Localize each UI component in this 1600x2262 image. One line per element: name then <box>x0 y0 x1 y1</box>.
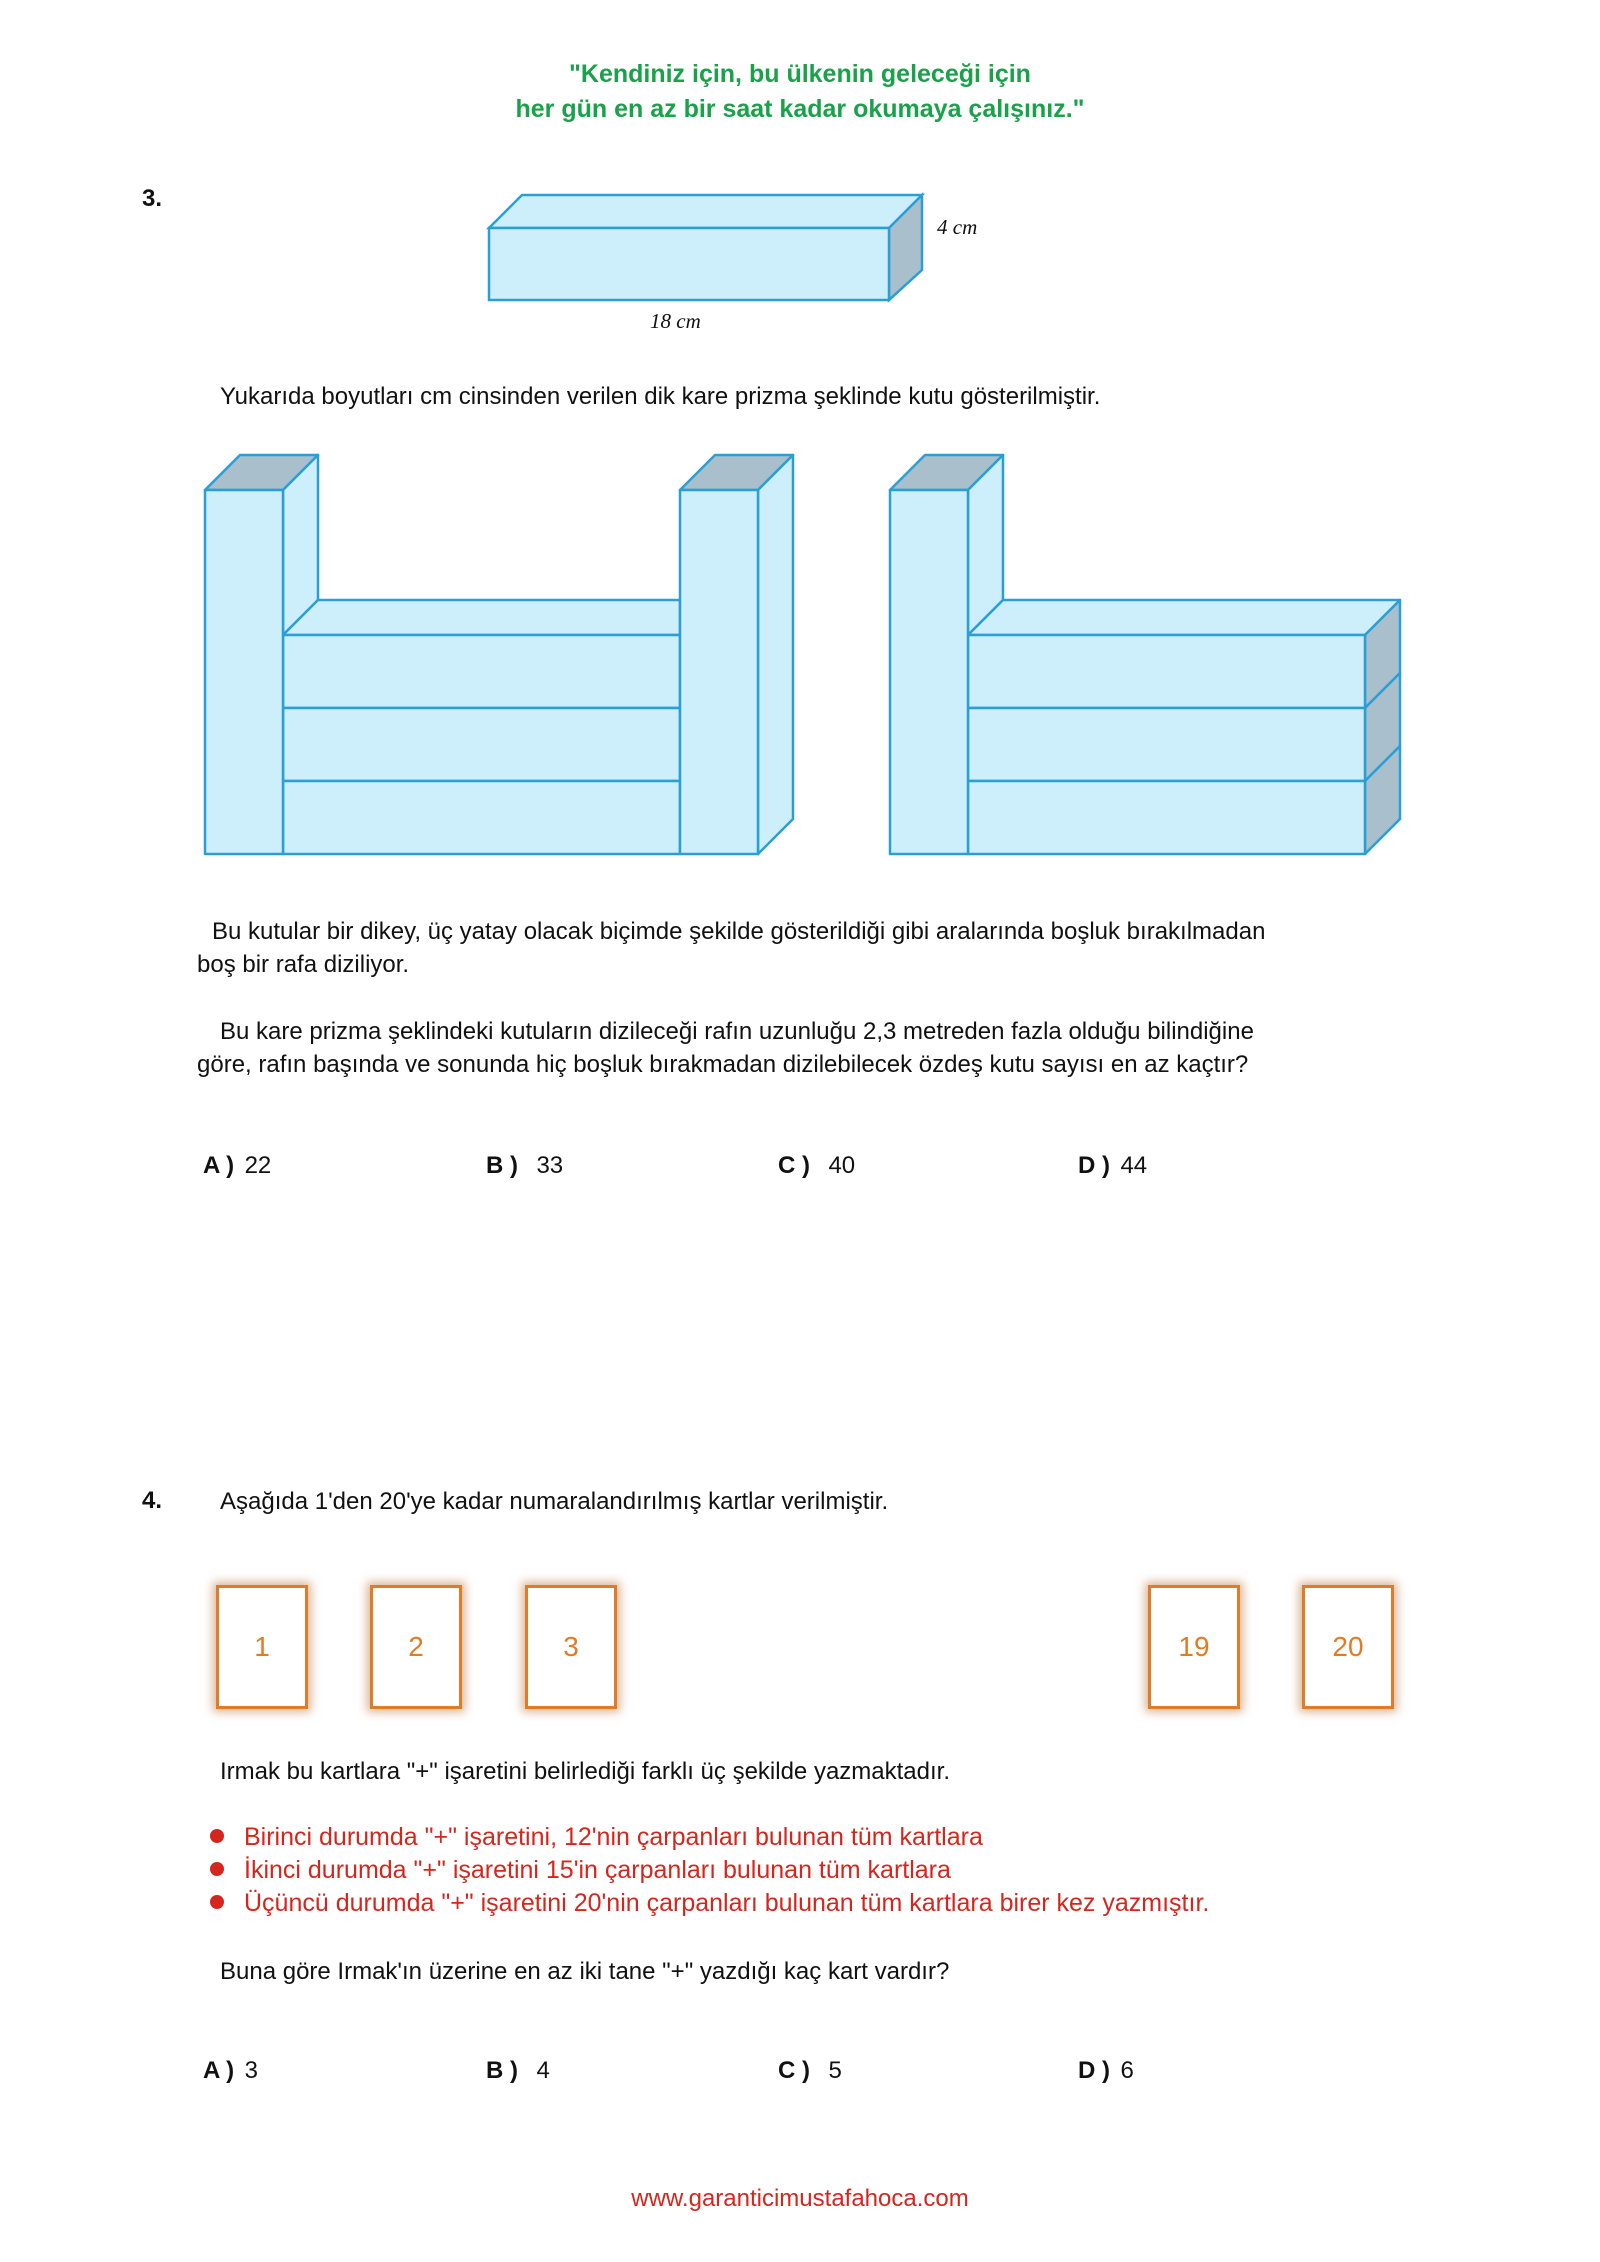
question-4-choice-d[interactable] <box>1078 2057 1134 2085</box>
number-card: 1 <box>216 1585 308 1709</box>
choice-letter: D ) <box>1078 1152 1110 1179</box>
question-3-choice-c[interactable] <box>778 1152 855 1180</box>
choice-letter: B ) <box>486 1152 518 1179</box>
choice-value: 3 <box>244 2057 258 2084</box>
question-3-intro: Yukarıda boyutları cm cinsinden verilen dik kare prizma şeklinde kutu gösterilmiştir. <box>220 383 1101 410</box>
choice-value: 4 <box>536 2057 550 2084</box>
question-4-number: 4. <box>142 1487 163 1514</box>
question-4-choice-a[interactable] <box>203 2057 258 2085</box>
question-4-question: Buna göre Irmak'ın üzerine en az iki tane "+" yazdığı kaç kart vardır? <box>220 1958 950 1985</box>
bullet-icon <box>210 1829 224 1843</box>
bullet-text: İkinci durumda "+" işaretini 15'in çarpanları bulunan tüm kartlara <box>244 1856 951 1884</box>
question-3-choice-a[interactable] <box>203 1152 271 1180</box>
choice-value: 33 <box>536 1152 564 1179</box>
choice-letter: A ) <box>203 2057 235 2084</box>
number-card: 19 <box>1148 1585 1240 1709</box>
bullet-item <box>210 1887 1209 1920</box>
question-3-choice-b[interactable] <box>486 1152 563 1180</box>
bullet-item <box>210 1854 951 1887</box>
choice-value: 40 <box>828 1152 856 1179</box>
question-3-para2-line2: göre, rafın başında ve sonunda hiç boşluk bırakmadan dizilebilecek özdeş kutu sayısı en az kaçtır? <box>197 1051 1249 1078</box>
question-4-choice-c[interactable] <box>778 2057 842 2085</box>
question-3-para1-line2: boş bir rafa diziliyor. <box>197 951 410 978</box>
question-4-choice-b[interactable] <box>486 2057 550 2085</box>
number-card: 3 <box>525 1585 617 1709</box>
shelf-arrangement-figure <box>195 445 1415 865</box>
question-3-para2-line1: Bu kare prizma şeklindeki kutuların dizileceği rafın uzunluğu 2,3 metreden fazla olduğu bilindiğine <box>220 1018 1254 1045</box>
choice-letter: C ) <box>778 2057 810 2084</box>
bullet-text: Üçüncü durumda "+" işaretini 20'nin çarpanları bulunan tüm kartlara birer kez yazmıştır. <box>244 1889 1210 1917</box>
single-box-figure <box>480 185 1000 345</box>
question-3-number: 3. <box>142 185 163 212</box>
choice-letter: D ) <box>1078 2057 1110 2084</box>
question-3-para1-line1: Bu kutular bir dikey, üç yatay olacak biçimde şekilde gösterildiği gibi aralarında boşluk bırakılmadan <box>212 918 1266 945</box>
number-card: 20 <box>1302 1585 1394 1709</box>
question-3-choice-d[interactable] <box>1078 1152 1147 1180</box>
choice-letter: B ) <box>486 2057 518 2084</box>
dimension-length-label: 18 cm <box>650 309 701 333</box>
number-card: 2 <box>370 1585 462 1709</box>
bullet-icon <box>210 1862 224 1876</box>
bullet-text: Birinci durumda "+" işaretini, 12'nin çarpanları bulunan tüm kartlara <box>244 1823 983 1851</box>
header-quote-line1: "Kendiniz için, bu ülkenin geleceği için <box>569 60 1031 88</box>
question-4-statement: Irmak bu kartlara "+" işaretini belirlediği farklı üç şekilde yazmaktadır. <box>220 1758 950 1785</box>
choice-letter: A ) <box>203 1152 235 1179</box>
header-quote-line2: her gün en az bir saat kadar okumaya çalışınız." <box>515 95 1085 123</box>
choice-letter: C ) <box>778 1152 810 1179</box>
choice-value: 6 <box>1120 2057 1134 2084</box>
bullet-icon <box>210 1895 224 1909</box>
choice-value: 44 <box>1120 1152 1148 1179</box>
footer-website-link[interactable]: www.garanticimustafahoca.com <box>631 2185 969 2212</box>
bullet-item <box>210 1821 983 1854</box>
choice-value: 5 <box>828 2057 842 2084</box>
question-4-intro: Aşağıda 1'den 20'ye kadar numaralandırılmış kartlar verilmiştir. <box>220 1488 889 1515</box>
dimension-height-label: 4 cm <box>937 215 978 239</box>
choice-value: 22 <box>244 1152 272 1179</box>
